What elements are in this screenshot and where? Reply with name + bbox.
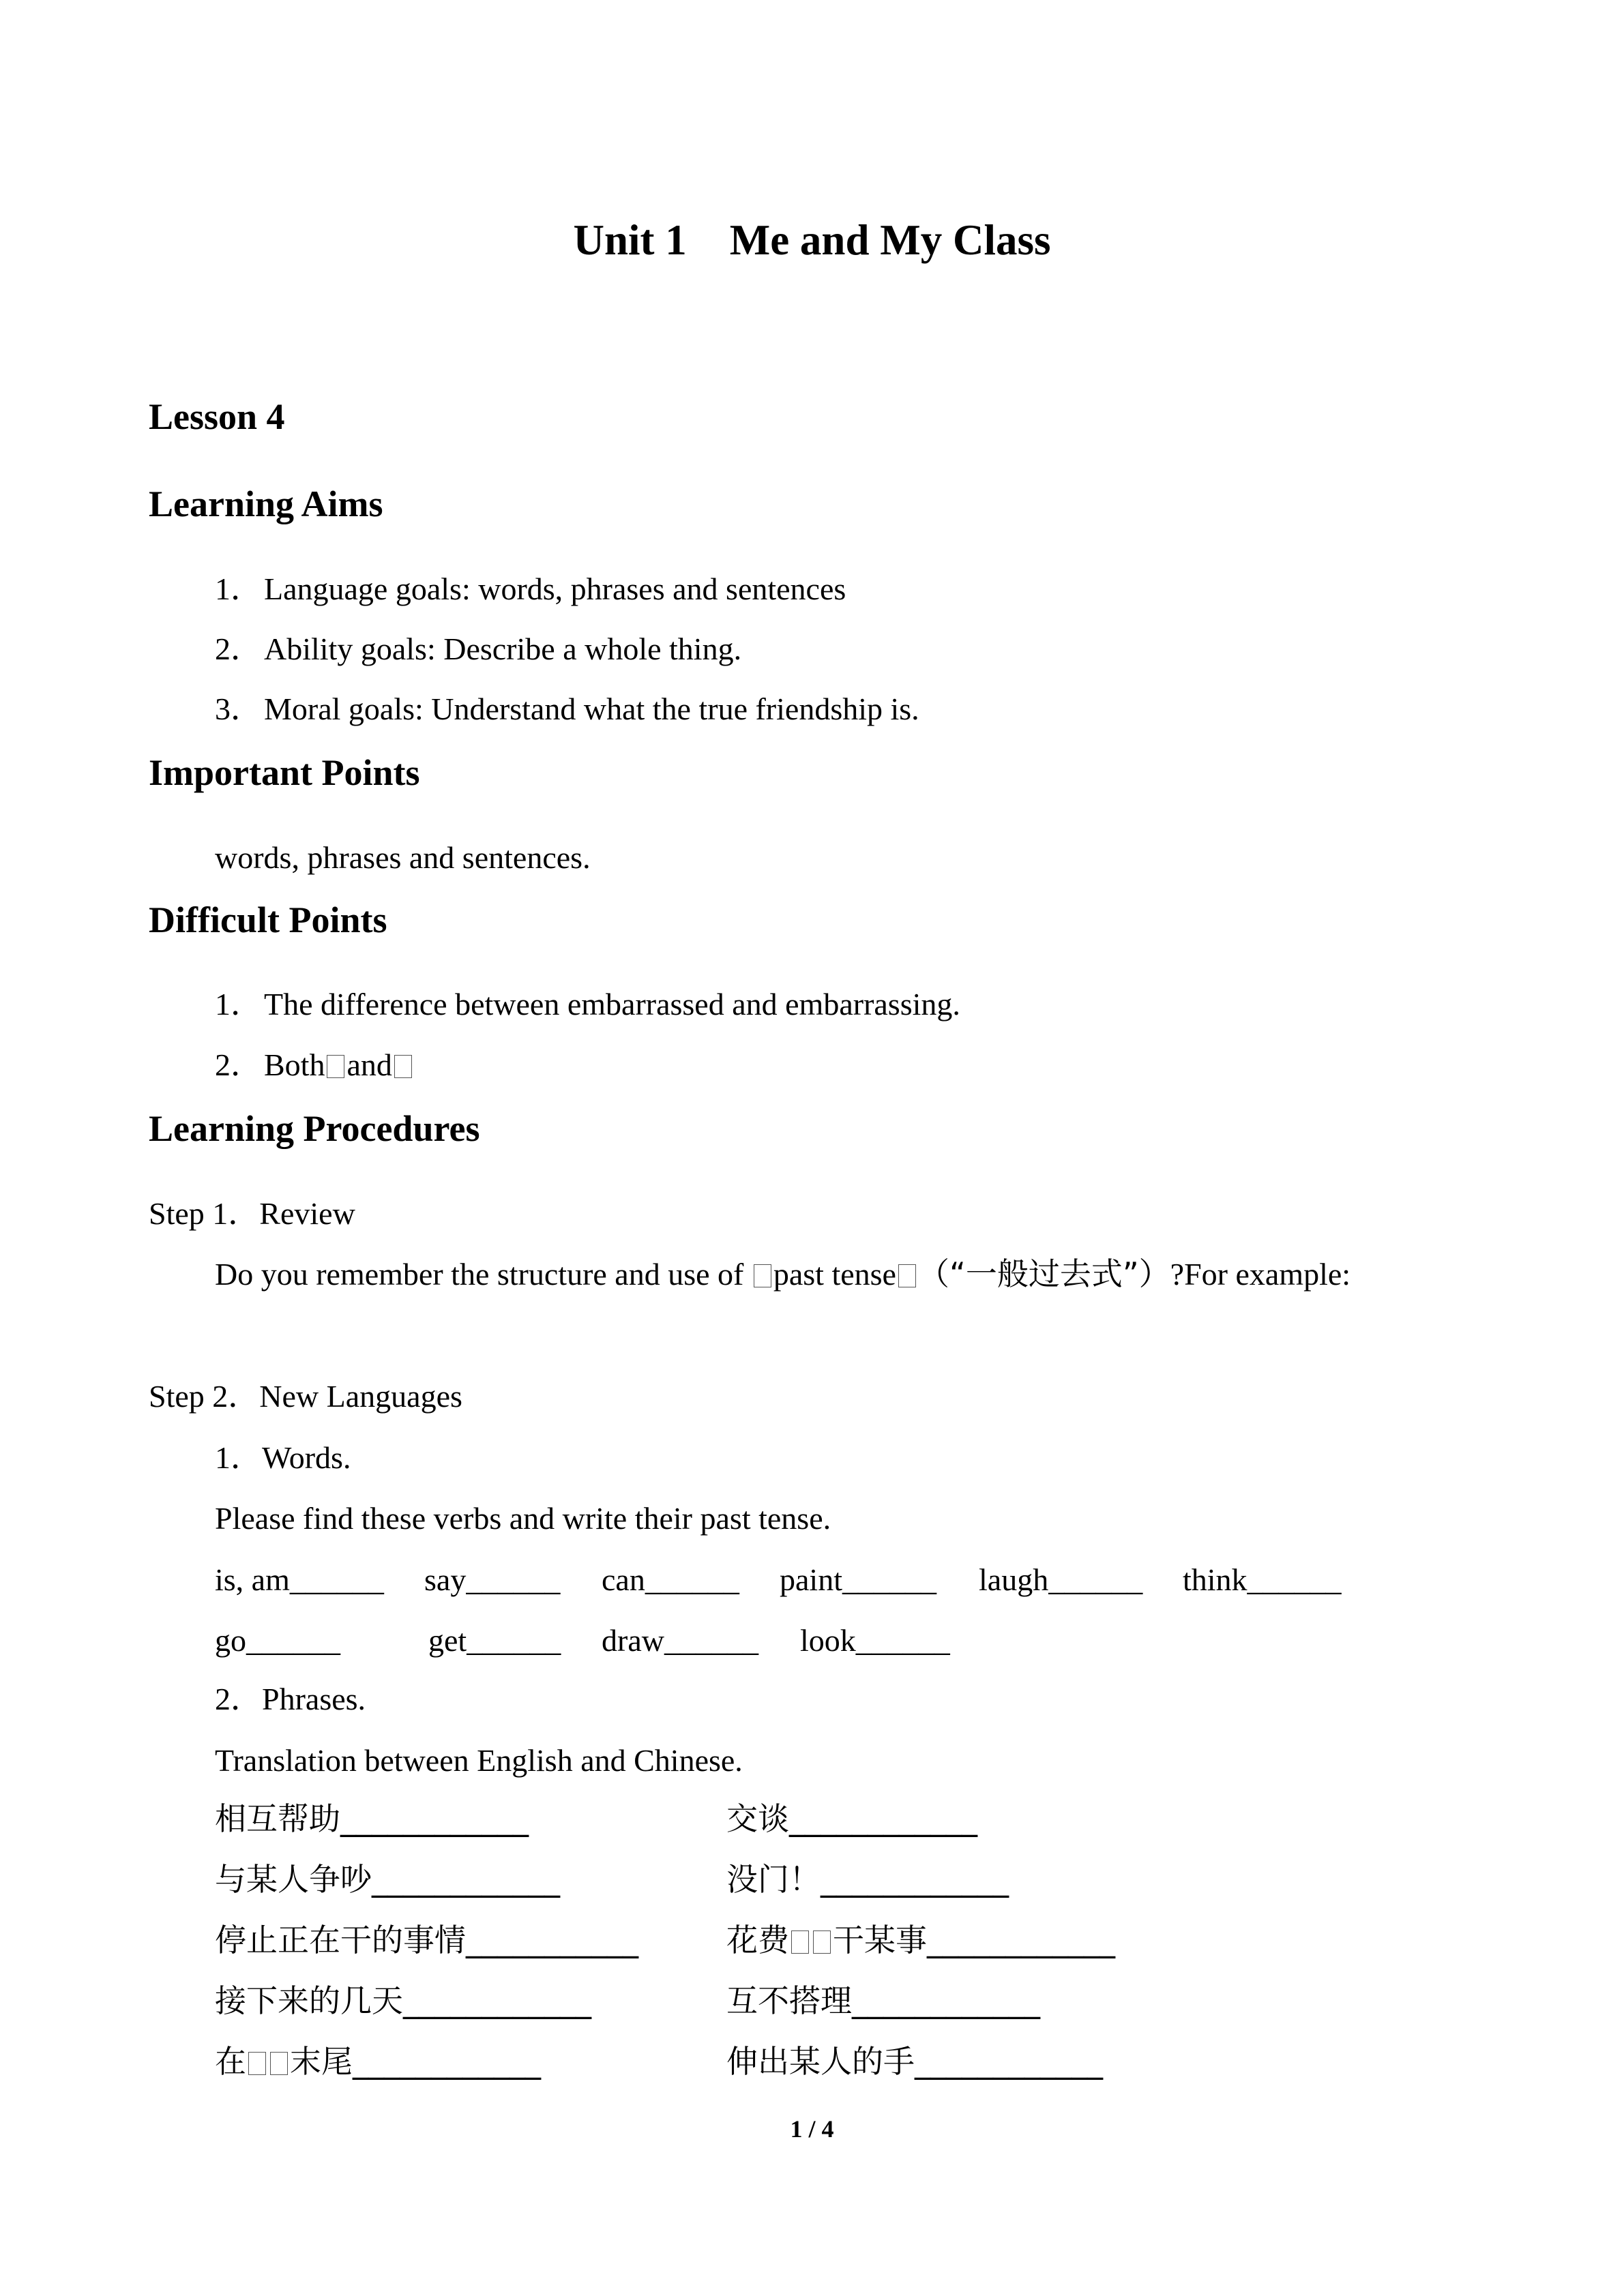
missing-glyph-box <box>813 1930 831 1954</box>
step1-label: Step 1．Review <box>149 1196 355 1231</box>
missing-glyph-box <box>898 1264 916 1287</box>
difficult-text-a: Both <box>264 1047 325 1082</box>
learning-procedures-heading: Learning Procedures <box>149 1108 480 1149</box>
phrase-blank[interactable]: 停止正在干的事情___________ <box>215 1922 638 1958</box>
step1-question-b: past tense <box>773 1257 896 1292</box>
words-instruction: Please find these verbs and write their past tense. <box>215 1501 831 1536</box>
aim-item <box>215 689 919 730</box>
difficult-number: 1． <box>215 987 262 1022</box>
step1-question <box>215 1253 1350 1295</box>
aim-number: 1． <box>215 571 262 606</box>
phrase-blank[interactable]: 没门！____________ <box>726 1861 1009 1898</box>
phrase-blank[interactable]: 与某人争吵____________ <box>215 1861 560 1898</box>
difficult-text: The difference between embarrassed and embarrassing. <box>264 987 960 1022</box>
words-label: 1．Words. <box>215 1440 351 1475</box>
phrase-blank[interactable]: 互不搭理____________ <box>726 1982 1040 2019</box>
missing-glyph-box <box>248 2052 266 2075</box>
step2-label: Step 2．New Languages <box>149 1379 462 1414</box>
aim-number: 2． <box>215 631 262 666</box>
step1-question-c: （“一般过去式”） <box>917 1255 1170 1292</box>
phrase-blank[interactable]: 交谈____________ <box>726 1800 977 1837</box>
aim-text: Language goals: words, phrases and sentences <box>264 571 846 606</box>
verb-blank[interactable]: paint______ <box>780 1562 936 1597</box>
aim-item <box>215 629 741 670</box>
phrase-blank[interactable] <box>215 2041 541 2082</box>
difficult-item <box>215 984 960 1025</box>
verb-blank[interactable]: draw______ <box>602 1623 758 1658</box>
verb-blank[interactable]: say______ <box>424 1562 561 1597</box>
missing-glyph-box <box>791 1930 809 1954</box>
verb-blank[interactable]: is, am______ <box>215 1562 384 1597</box>
verb-blank[interactable]: can______ <box>602 1562 739 1597</box>
verb-blank[interactable]: look______ <box>800 1623 950 1658</box>
phrase-blank[interactable]: 伸出某人的手____________ <box>726 2043 1103 2080</box>
learning-aims-heading: Learning Aims <box>149 483 383 524</box>
phrases-label: 2．Phrases. <box>215 1682 366 1716</box>
verb-blank[interactable]: get______ <box>428 1623 561 1658</box>
important-points-heading: Important Points <box>149 752 420 793</box>
missing-glyph-box <box>394 1055 412 1078</box>
difficult-item <box>215 1045 414 1086</box>
phrase-blank[interactable]: 相互帮助____________ <box>215 1800 529 1837</box>
difficult-text-b: and <box>346 1047 392 1082</box>
aim-text: Moral goals: Understand what the true friendship is. <box>264 691 919 726</box>
aim-item <box>215 569 846 610</box>
phrases-instruction: Translation between English and Chinese. <box>215 1743 743 1778</box>
missing-glyph-box <box>754 1264 771 1287</box>
phrase-text-b: 干某事____________ <box>833 1922 1115 1958</box>
difficult-number: 2． <box>215 1047 262 1082</box>
phrase-blank[interactable] <box>726 1920 1115 1960</box>
verb-blank[interactable]: think______ <box>1183 1562 1342 1597</box>
phrase-text-b: 末尾____________ <box>290 2043 541 2080</box>
step1-question-d: ?For example: <box>1170 1257 1351 1292</box>
phrase-text-a: 在 <box>215 2043 246 2080</box>
lesson-heading: Lesson 4 <box>149 396 285 437</box>
page-number: 1 / 4 <box>790 2115 834 2143</box>
phrase-blank[interactable]: 接下来的几天____________ <box>215 1982 591 2019</box>
aim-text: Ability goals: Describe a whole thing. <box>264 631 742 666</box>
missing-glyph-box <box>327 1055 344 1078</box>
verb-blank[interactable]: go______ <box>215 1623 340 1658</box>
aim-number: 3． <box>215 691 262 726</box>
difficult-points-heading: Difficult Points <box>149 899 387 940</box>
verb-blank[interactable]: laugh______ <box>979 1562 1143 1597</box>
page-title: Unit 1 Me and My Class <box>573 216 1051 264</box>
step1-question-a: Do you remember the structure and use of <box>215 1257 752 1292</box>
missing-glyph-box <box>270 2052 288 2075</box>
important-points-text: words, phrases and sentences. <box>215 840 591 875</box>
phrase-text-a: 花费 <box>726 1922 789 1958</box>
